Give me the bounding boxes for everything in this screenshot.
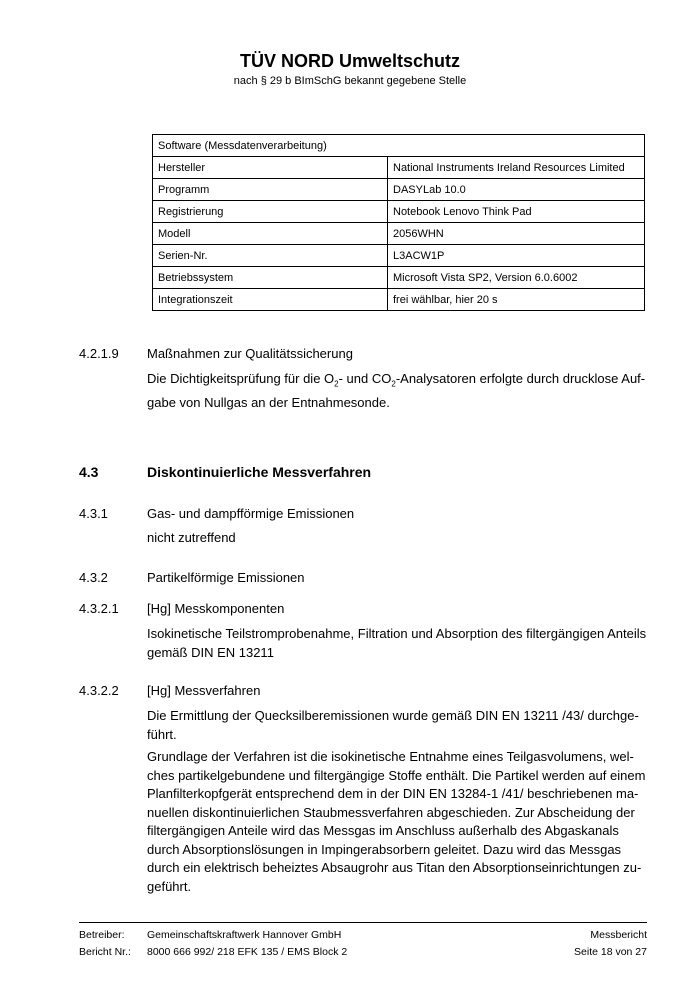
- footer-divider: [79, 922, 647, 923]
- paragraph-line: Die Ermittlung der Quecksilberemissionen wurde gemäß DIN EN 13211 /43/ durchge-: [147, 708, 639, 723]
- paragraph-line: nuellen diskontinuierlichen Staubmessverfahren abgeschieden. Zur Abscheidung der: [147, 804, 635, 820]
- section-paragraph: [147, 707, 647, 744]
- footer-report-value: 8000 666 992/ 218 EFK 135 / EMS Block 2: [147, 946, 348, 958]
- paragraph-line: Isokinetische Teilstromprobenahme, Filtration und Absorption des filtergängigen Anteils: [147, 626, 647, 641]
- section-paragraph: [147, 748, 647, 896]
- subscript: 2: [334, 379, 339, 389]
- row-label: Programm: [153, 179, 388, 201]
- table-row: [153, 245, 645, 267]
- row-label: Serien-Nr.: [153, 245, 388, 267]
- section-paragraph: [147, 625, 647, 662]
- table-row: [153, 157, 645, 179]
- section-paragraph: [147, 370, 647, 413]
- row-value: Notebook Lenovo Think Pad: [388, 201, 645, 223]
- row-value: Microsoft Vista SP2, Version 6.0.6002: [388, 267, 645, 289]
- section-heading: Partikelförmige Emissionen: [147, 570, 305, 585]
- text-fragment: - und CO: [338, 371, 392, 386]
- text-fragment: Die Dichtigkeitsprüfung für die O: [147, 371, 335, 386]
- row-label: Registrierung: [153, 201, 388, 223]
- paragraph-line: führt.: [147, 726, 177, 742]
- row-label: Integrationszeit: [153, 289, 388, 311]
- row-label: Modell: [153, 223, 388, 245]
- section-heading: Maßnahmen zur Qualitätssicherung: [147, 346, 353, 361]
- section-number: 4.3.2: [79, 570, 108, 585]
- paragraph-line: geführt.: [147, 878, 192, 894]
- footer-doc-type: Messbericht: [590, 929, 647, 941]
- paragraph-line: [147, 370, 647, 394]
- paragraph-line: gemäß DIN EN 13211: [147, 644, 274, 660]
- footer-operator-value: Gemeinschaftskraftwerk Hannover GmbH: [147, 929, 342, 941]
- row-value: DASYLab 10.0: [388, 179, 645, 201]
- section-number: 4.3.2.1: [79, 601, 119, 616]
- section-heading: Gas- und dampfförmige Emissionen: [147, 506, 355, 521]
- organization-subtitle: nach § 29 b BImSchG bekannt gegebene Stelle: [233, 75, 467, 87]
- row-value: frei wählbar, hier 20 s: [388, 289, 645, 311]
- paragraph-line: gabe von Nullgas an der Entnahmesonde.: [147, 395, 390, 411]
- section-heading: [Hg] Messkomponenten: [147, 601, 285, 616]
- footer-operator-label: Betreiber:: [79, 929, 125, 941]
- paragraph-line: filtergängigen Anteile wird das Messgas im Anschluss außerhalb des Abgaskanals: [147, 823, 619, 838]
- paragraph-line: Planfilterkopfgerät entsprechend dem in der DIN EN 13284-1 /41/ beschriebenen ma-: [147, 786, 639, 801]
- section-number: 4.3.2.2: [79, 683, 119, 698]
- section-number: 4.3.1: [79, 506, 108, 521]
- row-value: National Instruments Ireland Resources Limited: [388, 157, 645, 179]
- row-value: 2056WHN: [388, 223, 645, 245]
- table-caption: Software (Messdatenverarbeitung): [153, 135, 645, 157]
- text-fragment: -Analysatoren erfolgte durch drucklose Auf-: [395, 371, 646, 386]
- paragraph-line: durch Absorptionslösungen in Impingerabsorbern geleitet. Dazu wird das Messgas: [147, 841, 622, 857]
- subscript: 2: [391, 379, 396, 389]
- table-row: [153, 201, 645, 223]
- row-value: L3ACW1P: [388, 245, 645, 267]
- table-row: [153, 223, 645, 245]
- section-number: 4.3: [79, 464, 99, 480]
- paragraph-line: ches partikelgebundene und filtergängige Stoffe enthält. Die Partikel werden auf einem: [147, 767, 646, 783]
- footer-report-label: Bericht Nr.:: [79, 946, 131, 958]
- paragraph-line: Grundlage der Verfahren ist die isokinetische Entnahme eines Teilgasvolumens, wel-: [147, 749, 634, 764]
- section-heading: Diskontinuierliche Messverfahren: [147, 464, 372, 480]
- page-header: [0, 50, 700, 88]
- table-row: [153, 289, 645, 311]
- paragraph-line: durch ein elektrisch beheiztes Absaugrohr aus Titan den Absorptionseinrichtungen zu-: [147, 860, 642, 875]
- section-number: 4.2.1.9: [79, 346, 119, 361]
- footer-page-number: Seite 18 von 27: [574, 946, 647, 958]
- row-label: Hersteller: [153, 157, 388, 179]
- table-caption-row: [153, 135, 645, 157]
- table-row: [153, 267, 645, 289]
- organization-title: TÜV NORD Umweltschutz: [239, 51, 461, 71]
- row-label: Betriebssystem: [153, 267, 388, 289]
- section-heading: [Hg] Messverfahren: [147, 683, 261, 698]
- software-table: [152, 134, 645, 311]
- table-row: [153, 179, 645, 201]
- section-paragraph: nicht zutreffend: [147, 530, 236, 545]
